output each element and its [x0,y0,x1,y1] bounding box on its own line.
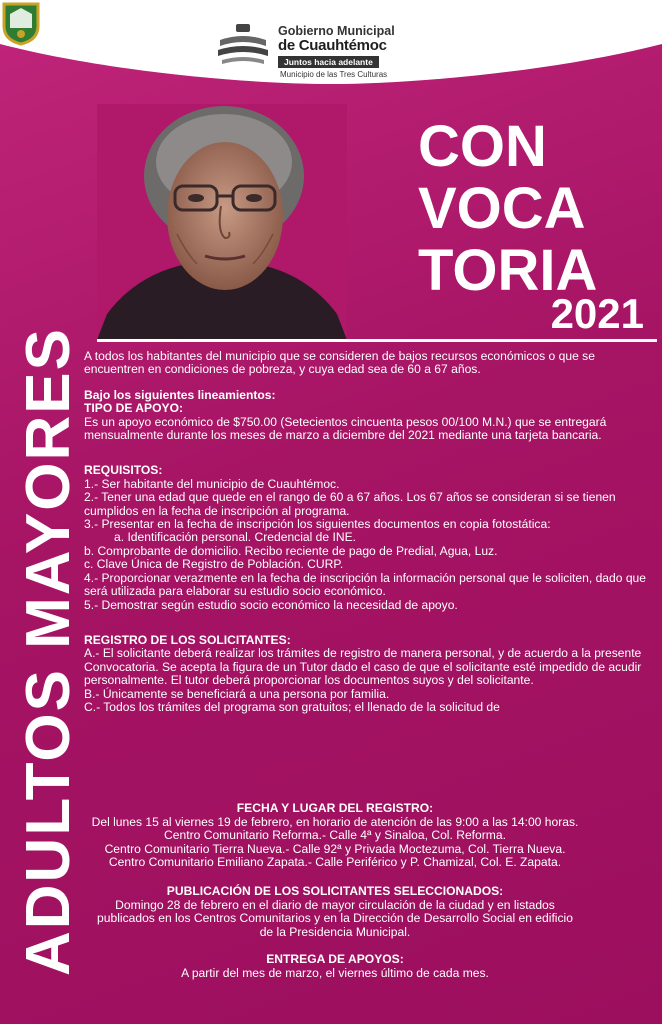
requisitos-heading: REQUISITOS: [84,463,163,478]
requisito-item: 1.- Ser habitante del municipio de Cuauhtémoc. [84,476,340,491]
fecha-line: Centro Comunitario Emiliano Zapata.- Calle Periférico y P. Chamizal, Col. E. Zapata. [108,855,562,870]
coat-of-arms-icon [0,0,42,46]
fecha-heading: FECHA Y LUGAR DEL REGISTRO: [236,801,434,815]
entrega-text: A partir del mes de marzo, el viernes último de cada mes. [181,965,489,980]
logo-glyph-icon [214,18,272,70]
logo-slogan: Juntos hacia adelante [278,56,379,68]
body-content [84,350,649,714]
fecha-line: Centro Comunitario Tierra Nueva.- Calle 92ª y Privada Moctezuma, Col. Tierra Nueva. [104,841,566,856]
tipo-apoyo-heading: TIPO DE APOYO: [84,401,183,416]
year-label: 2021 [550,290,644,337]
logo-line-1: Gobierno Municipal [278,24,395,38]
publicacion-line: de la Presidencia Municipal. [259,924,411,939]
elderly-woman-photo [97,104,347,340]
tipo-apoyo-text: Es un apoyo económico de $750.00 (Setecientos cincuenta pesos 00/100 M.N.) que se entregará mensualmente durante los meses de marzo a diciembre del 2021 mediante una tarjeta bancaria. [84,414,607,443]
registro-heading: REGISTRO DE LOS SOLICITANTES: [84,632,291,647]
lineamientos-heading: Bajo los siguientes lineamientos: [84,387,276,402]
fecha-line: Del lunes 15 al viernes 19 de febrero, en horario de atención de las 9:00 a las 14:00 horas. [91,814,579,829]
divider-line [97,339,657,342]
entrega-heading: ENTREGA DE APOYOS: [266,952,404,966]
publicacion-line: Domingo 28 de febrero en el diario de mayor circulación de la ciudad y en listados [115,897,555,912]
registro-item: A.- El solicitante deberá realizar los trámites de registro de manera personal, y de acuerdo a la presente Convocatoria. Se acepta la figura de un Tutor dado el caso de que el solicitante esté impedido de acudir personalmente. El tutor deberá proporcionar los documentos suyos y del solicitante. [84,646,642,688]
requisito-doc-a: a. Identificación personal. Credencial de INE. [114,530,357,545]
fecha-line: Centro Comunitario Reforma.- Calle 4ª y Sinaloa, Col. Reforma. [164,828,506,843]
requisito-doc: 4.- Proporcionar verazmente en la fecha de inscripción la información personal que le soliciten, dado que será utilizada para elaborar su estudio socio económico. [84,570,647,599]
requisito-doc: b. Comprobante de domicilio. Recibo reciente de pago de Predial, Agua, Luz. [84,543,498,558]
requisito-doc: 5.- Demostrar según estudio socio económico la necesidad de apoyo. [84,597,458,612]
fecha-section [20,802,650,870]
municipal-logo [214,18,454,78]
publicacion-section [20,885,650,939]
convocatoria-line-3: TORIA [418,238,598,303]
logo-line-2: de Cuauhtémoc [278,37,387,54]
requisito-doc: c. Clave Única de Registro de Población. CURP. [84,557,344,572]
convocatoria-line-2: VOCA [418,176,586,241]
registro-item: B.- Únicamente se beneficiará a una persona por familia. [84,686,390,701]
intro-text: A todos los habitantes del municipio que se consideren de bajos recursos económicos o que se encuentren en condiciones de pobreza, y cuya edad sea de 60 a 67 años. [84,349,595,377]
registro-item: C.- Todos los trámites del programa son gratuitos; el llenado de la solicitud de [84,699,500,714]
convocatoria-title [418,116,658,302]
requisito-item: 3.- Presentar en la fecha de inscripción los siguientes documentos en copia fotostática: [84,517,551,532]
entrega-section [20,953,650,980]
convocatoria-line-1: CON [418,114,547,179]
publicacion-heading: PUBLICACIÓN DE LOS SOLICITANTES SELECCIONADOS: [166,884,504,898]
requisito-item: 2.- Tener una edad que quede en el rango de 60 a 67 años. Los 67 años se consideran si se tienen cumplidos en la fecha de inscripción al programa. [84,490,616,518]
vertical-title: ADULTOS MAYORES [14,327,83,976]
header-banner [0,0,662,96]
logo-subtitle: Municipio de las Tres Culturas [280,70,388,79]
publicacion-line: publicados en los Centros Comunitarios y en la Dirección de Desarrollo Social en edificio [97,911,573,926]
